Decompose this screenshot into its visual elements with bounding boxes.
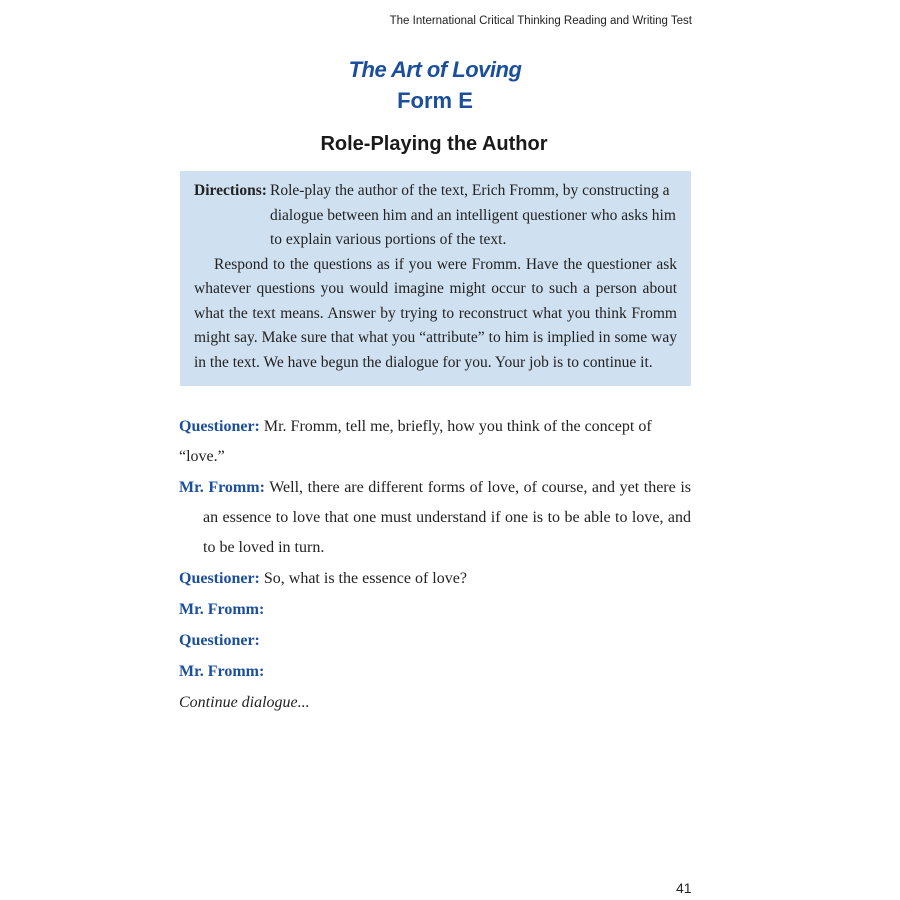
directions-label: Directions: — [194, 182, 267, 199]
dialogue-line — [179, 564, 691, 594]
speaker-label: Mr. Fromm: — [179, 479, 265, 496]
speaker-label: Questioner: — [179, 632, 260, 649]
form-label: Form E — [397, 88, 473, 113]
dialogue-line — [179, 473, 691, 563]
speaker-label: Questioner: — [179, 570, 260, 587]
dialogue-text: Well, there are different forms of love, of course, and yet there is an essence to love that one must understand if one is to be able to love, and to be loved in turn. — [203, 479, 691, 556]
dialogue-text: Mr. Fromm, tell me, briefly, how you think of the concept of “love.” — [179, 418, 652, 465]
speaker-label: Mr. Fromm: — [179, 601, 265, 618]
speaker-label: Mr. Fromm: — [179, 663, 265, 680]
running-head: The International Critical Thinking Reading and Writing Test — [389, 15, 692, 27]
dialogue-line — [179, 595, 691, 625]
speaker-label: Questioner: — [179, 418, 260, 435]
directions-intro-text: Role-play the author of the text, Erich Fromm, by constructing a dialogue between him and an intelligent questioner who asks him to explain various portions of the text. — [270, 182, 676, 248]
title-block — [0, 55, 870, 117]
page-title: The Art of Loving — [348, 57, 522, 82]
dialogue-text: So, what is the essence of love? — [263, 570, 467, 587]
dialogue — [179, 412, 691, 719]
dialogue-line — [179, 412, 691, 472]
directions-paragraph: Respond to the questions as if you were Fromm. Have the questioner ask whatever questions you would imagine might occur to such a person about what the text means. Answer by trying to reconstruct what you think Fromm might say. Make sure that what you “attribute” to him is implied in some way in the text. We have begun the dialogue for you. Your job is to continue it. — [194, 255, 677, 371]
directions-intro — [194, 179, 677, 253]
continue-dialogue: Continue dialogue... — [179, 694, 310, 711]
directions-box — [180, 171, 691, 386]
section-heading: Role-Playing the Author — [320, 133, 548, 155]
page-number: 41 — [676, 880, 692, 896]
dialogue-line — [179, 657, 691, 687]
dialogue-line — [179, 626, 691, 656]
